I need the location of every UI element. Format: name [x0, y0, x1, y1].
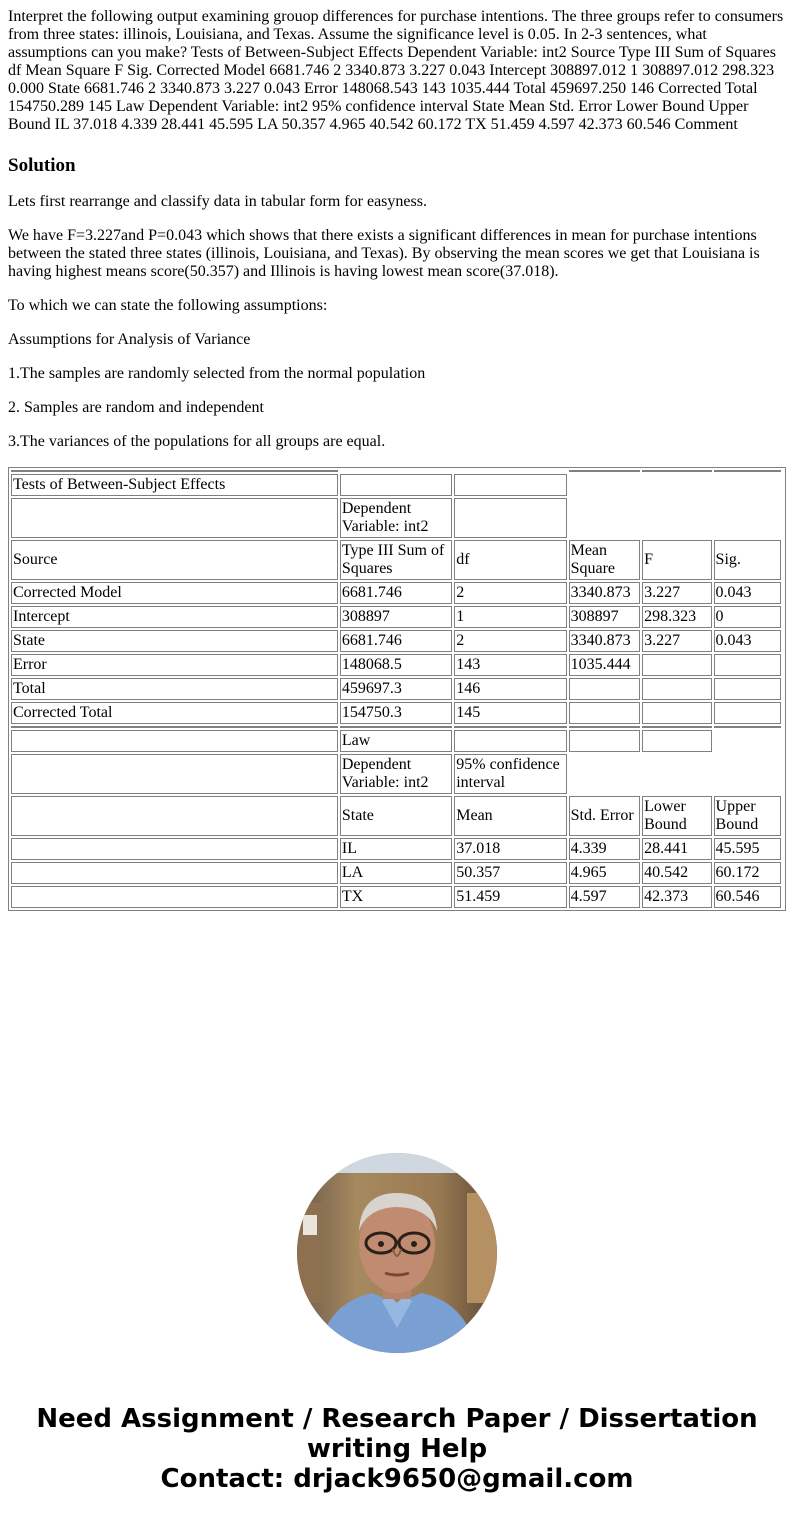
table-cell: 51.459	[454, 886, 566, 908]
table-cell: 0	[714, 606, 781, 628]
anova-table	[8, 467, 786, 911]
confidence-interval-label: 95% confidence interval	[454, 754, 566, 794]
table-cell	[642, 730, 711, 752]
column-header: State	[340, 796, 452, 836]
solution-heading: Solution	[8, 155, 76, 176]
table-row	[11, 654, 783, 676]
table-cell: TX	[340, 886, 452, 908]
dependent-variable-label: Dependent Variable: int2	[340, 498, 452, 538]
table-spacer-row	[11, 470, 783, 472]
assumption-item: 1.The samples are randomly selected from the normal population	[8, 365, 426, 382]
assumption-item: 3.The variances of the populations for all groups are equal.	[8, 433, 386, 450]
column-header: Source	[11, 540, 338, 580]
table-cell: 50.357	[454, 862, 566, 884]
column-header: Sig.	[714, 540, 781, 580]
footer-line-help: Need Assignment / Research Paper / Dissertation writing Help	[36, 1404, 758, 1464]
column-header: Upper Bound	[714, 796, 781, 836]
table-row	[11, 582, 783, 604]
table-cell	[642, 678, 711, 700]
table-cell: 459697.3	[340, 678, 452, 700]
table-cell: 4.597	[569, 886, 641, 908]
table-cell: 40.542	[642, 862, 711, 884]
table-cell: Total	[11, 678, 338, 700]
table-row	[11, 754, 783, 794]
footer-cta	[0, 1404, 794, 1494]
table-cell: 298.323	[642, 606, 711, 628]
table-cell: 2	[454, 582, 566, 604]
solution-paragraph: We have F=3.227and P=0.043 which shows that there exists a significant differences in mean for purchase intentions between the stated three states (illinois, Louisiana, and Texas). By observing the mean scores we get that Louisiana is having highest means score(50.357) and Illinois is having lowest mean score(37.018).	[8, 227, 760, 280]
table-cell	[454, 474, 566, 496]
assumption-item: 2. Samples are random and independent	[8, 399, 264, 416]
solution-paragraph: To which we can state the following assumptions:	[8, 297, 328, 314]
table-cell	[714, 678, 781, 700]
table-cell	[714, 702, 781, 724]
table-cell: 3340.873	[569, 582, 641, 604]
table-cell: 6681.746	[340, 630, 452, 652]
table-cell: 4.965	[569, 862, 641, 884]
table-cell: 60.546	[714, 886, 781, 908]
table-cell: 3.227	[642, 630, 711, 652]
person-portrait-icon	[297, 1153, 497, 1353]
table-cell	[569, 678, 641, 700]
table-header-row	[11, 796, 783, 836]
table-cell: 3.227	[642, 582, 711, 604]
table-row	[11, 886, 783, 908]
table-cell: 308897	[569, 606, 641, 628]
table-cell: State	[11, 630, 338, 652]
table-cell: 60.172	[714, 862, 781, 884]
table-cell: 28.441	[642, 838, 711, 860]
column-header: df	[454, 540, 566, 580]
table-row	[11, 678, 783, 700]
table-cell	[569, 702, 641, 724]
table-cell: 143	[454, 654, 566, 676]
table-row	[11, 474, 783, 496]
table-spacer-row	[11, 726, 783, 728]
table-cell: 2	[454, 630, 566, 652]
table-cell: 37.018	[454, 838, 566, 860]
column-header: F	[642, 540, 711, 580]
table-cell: IL	[340, 838, 452, 860]
table-cell: LA	[340, 862, 452, 884]
table-cell: 3340.873	[569, 630, 641, 652]
table-cell	[11, 862, 338, 884]
column-header: Lower Bound	[642, 796, 711, 836]
table-cell	[11, 838, 338, 860]
table-cell: 308897	[340, 606, 452, 628]
table-row	[11, 606, 783, 628]
table-cell	[340, 474, 452, 496]
table-cell: Error	[11, 654, 338, 676]
law-label: Law	[340, 730, 452, 752]
table-title: Tests of Between-Subject Effects	[11, 474, 338, 496]
table-cell	[11, 886, 338, 908]
table-row	[11, 838, 783, 860]
table-cell	[454, 730, 566, 752]
table-header-row	[11, 540, 783, 580]
table-row	[11, 630, 783, 652]
table-cell: Corrected Total	[11, 702, 338, 724]
table-cell: 1	[454, 606, 566, 628]
table-cell: 42.373	[642, 886, 711, 908]
solution-paragraph: Lets first rearrange and classify data in tabular form for easyness.	[8, 193, 427, 210]
column-header: Type III Sum of Squares	[340, 540, 452, 580]
table-cell: 148068.5	[340, 654, 452, 676]
table-cell: 146	[454, 678, 566, 700]
column-header: Mean Square	[569, 540, 641, 580]
profile-photo	[297, 1153, 497, 1353]
question-text: Interpret the following output examining grouop differences for purchase intentions. The three groups refer to consumers from three states: illinois, Louisiana, and Texas. Assume the significance level is 0.05. In 2-3 sentences, what assumptions can you make? Tests of Between-Subject Effects Dependent Variable: int2 Source Type III Sum of Squares df Mean Square F Sig. Corrected Model 6681.746 2 3340.873 3.227 0.043 Intercept 308897.012 1 308897.012 298.323 0.000 State 6681.746 2 3340.873 3.227 0.043 Error 148068.543 143 1035.444 Total 459697.250 146 Corrected Total 154750.289 145 Law Dependent Variable: int2 95% confidence interval State Mean Std. Error Lower Bound Upper Bound IL 37.018 4.339 28.441 45.595 LA 50.357 4.965 40.542 60.172 TX 51.459 4.597 42.373 60.546 Comment	[8, 8, 784, 133]
table-cell	[11, 754, 338, 794]
table-cell: 0.043	[714, 630, 781, 652]
table-cell: 6681.746	[340, 582, 452, 604]
table-cell	[642, 654, 711, 676]
table-cell	[569, 730, 641, 752]
table-cell: 154750.3	[340, 702, 452, 724]
column-header	[11, 796, 338, 836]
table-cell	[642, 702, 711, 724]
table-cell	[11, 498, 338, 538]
table-row	[11, 498, 783, 538]
table-cell: Corrected Model	[11, 582, 338, 604]
table-cell	[454, 498, 566, 538]
column-header: Std. Error	[569, 796, 641, 836]
table-row	[11, 702, 783, 724]
table-cell	[11, 730, 338, 752]
table-cell: 145	[454, 702, 566, 724]
table-row	[11, 730, 783, 752]
table-cell: 4.339	[569, 838, 641, 860]
table-cell: 45.595	[714, 838, 781, 860]
footer-line-contact[interactable]: Contact: drjack9650@gmail.com	[160, 1464, 634, 1494]
table-cell	[714, 654, 781, 676]
column-header: Mean	[454, 796, 566, 836]
assumptions-heading: Assumptions for Analysis of Variance	[8, 331, 251, 348]
dependent-variable-label: Dependent Variable: int2	[340, 754, 452, 794]
table-cell: 1035.444	[569, 654, 641, 676]
table-cell: 0.043	[714, 582, 781, 604]
table-cell: Intercept	[11, 606, 338, 628]
table-row	[11, 862, 783, 884]
